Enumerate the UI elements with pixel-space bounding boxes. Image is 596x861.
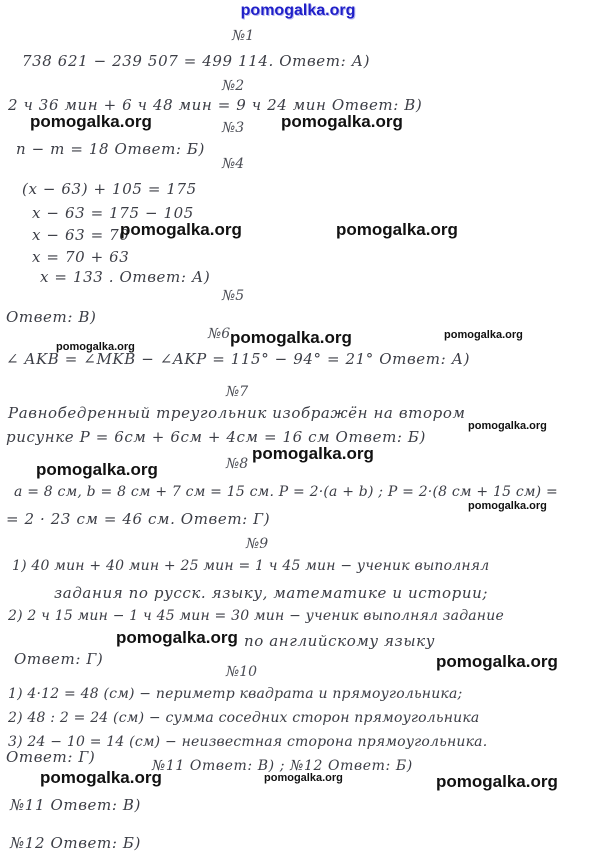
task-2-number: №2 — [222, 78, 245, 94]
task-6-line-1: ∠ AKB = ∠MKB − ∠AKP = 115° − 94° = 21° Ответ: А) — [6, 350, 471, 368]
task-4-line-5: x = 133 . Ответ: А) — [40, 268, 211, 286]
task-11-number: №11 — [10, 796, 46, 814]
task-4-line-3: x − 63 = 70 — [32, 226, 130, 244]
site-header-watermark: pomogalka.org — [240, 2, 356, 19]
task-9-line-1: 1) 40 мин + 40 мин + 25 мин = 1 ч 45 мин − ученик выполнял — [12, 558, 490, 574]
task-7-line-1: Равнобедренный треугольник изображён на втором — [8, 404, 466, 422]
task-1-line-1: 738 621 − 239 507 = 499 114. Ответ: А) — [22, 52, 371, 70]
watermark: pomogalka.org — [56, 341, 135, 353]
task-11-12-inline: №11 Ответ: В) ; №12 Ответ: Б) — [152, 758, 413, 774]
task-9-line-4: по английскому языку — [244, 632, 436, 650]
task-7-line-2: рисунке P = 6см + 6см + 4см = 16 см Ответ: Б) — [6, 428, 427, 446]
task-5-number: №5 — [222, 288, 245, 304]
task-9-line-3: 2) 2 ч 15 мин − 1 ч 45 мин = 30 мин − ученик выполнял задание — [8, 608, 504, 624]
watermark: pomogalka.org — [336, 220, 458, 239]
task-10-line-3: 3) 24 − 10 = 14 (см) − неизвестная сторона прямоугольника. — [8, 734, 488, 750]
task-3-line-1: n − m = 18 Ответ: Б) — [16, 140, 205, 158]
watermark: pomogalka.org — [30, 112, 152, 131]
task-2-line-1: 2 ч 36 мин + 6 ч 48 мин = 9 ч 24 мин Ответ: В) — [8, 96, 423, 114]
task-4-number: №4 — [222, 156, 245, 172]
task-12-answer: Ответ: Б) — [50, 834, 141, 852]
watermark: pomogalka.org — [40, 768, 162, 787]
task-11-answer: Ответ: В) — [50, 796, 141, 814]
task-1-number: №1 — [232, 28, 255, 44]
task-8-line-2: = 2 · 23 см = 46 см. Ответ: Г) — [6, 510, 271, 528]
task-5-line-1: Ответ: В) — [6, 308, 97, 326]
task-4-line-1: (x − 63) + 105 = 175 — [22, 180, 197, 198]
task-12-number: №12 — [10, 834, 46, 852]
task-10-line-1: 1) 4·12 = 48 (см) − периметр квадрата и прямоугольника; — [8, 686, 463, 702]
watermark: pomogalka.org — [281, 112, 403, 131]
watermark: pomogalka.org — [120, 220, 242, 239]
watermark: pomogalka.org — [116, 628, 238, 647]
task-11-line — [10, 796, 141, 814]
watermark: pomogalka.org — [468, 420, 547, 432]
task-8-line-1: a = 8 см, b = 8 см + 7 см = 15 см. P = 2·(a + b) ; P = 2·(8 см + 15 см) = — [14, 484, 558, 500]
task-8-number: №8 — [226, 456, 249, 472]
task-4-line-4: x = 70 + 63 — [32, 248, 130, 266]
task-7-number: №7 — [226, 384, 249, 400]
watermark: pomogalka.org — [436, 772, 558, 791]
task-10-number: №10 — [226, 664, 258, 680]
task-6-number: №6 — [208, 326, 231, 342]
task-3-number: №3 — [222, 120, 245, 136]
watermark: pomogalka.org — [252, 444, 374, 463]
watermark: pomogalka.org — [444, 329, 523, 341]
watermark: pomogalka.org — [468, 500, 547, 512]
watermark: pomogalka.org — [36, 460, 158, 479]
task-10-line-4: Ответ: Г) — [6, 748, 96, 766]
task-9-number: №9 — [246, 536, 269, 552]
task-12-line — [10, 834, 141, 852]
task-4-line-2: x − 63 = 175 − 105 — [32, 204, 194, 222]
watermark: pomogalka.org — [264, 772, 343, 784]
watermark: pomogalka.org — [436, 652, 558, 671]
task-9-line-5: Ответ: Г) — [14, 650, 104, 668]
task-9-line-2: задания по русск. языку, математике и истории; — [54, 584, 489, 602]
task-10-line-2: 2) 48 : 2 = 24 (см) − сумма соседних сторон прямоугольника — [8, 710, 480, 726]
watermark: pomogalka.org — [230, 328, 352, 347]
